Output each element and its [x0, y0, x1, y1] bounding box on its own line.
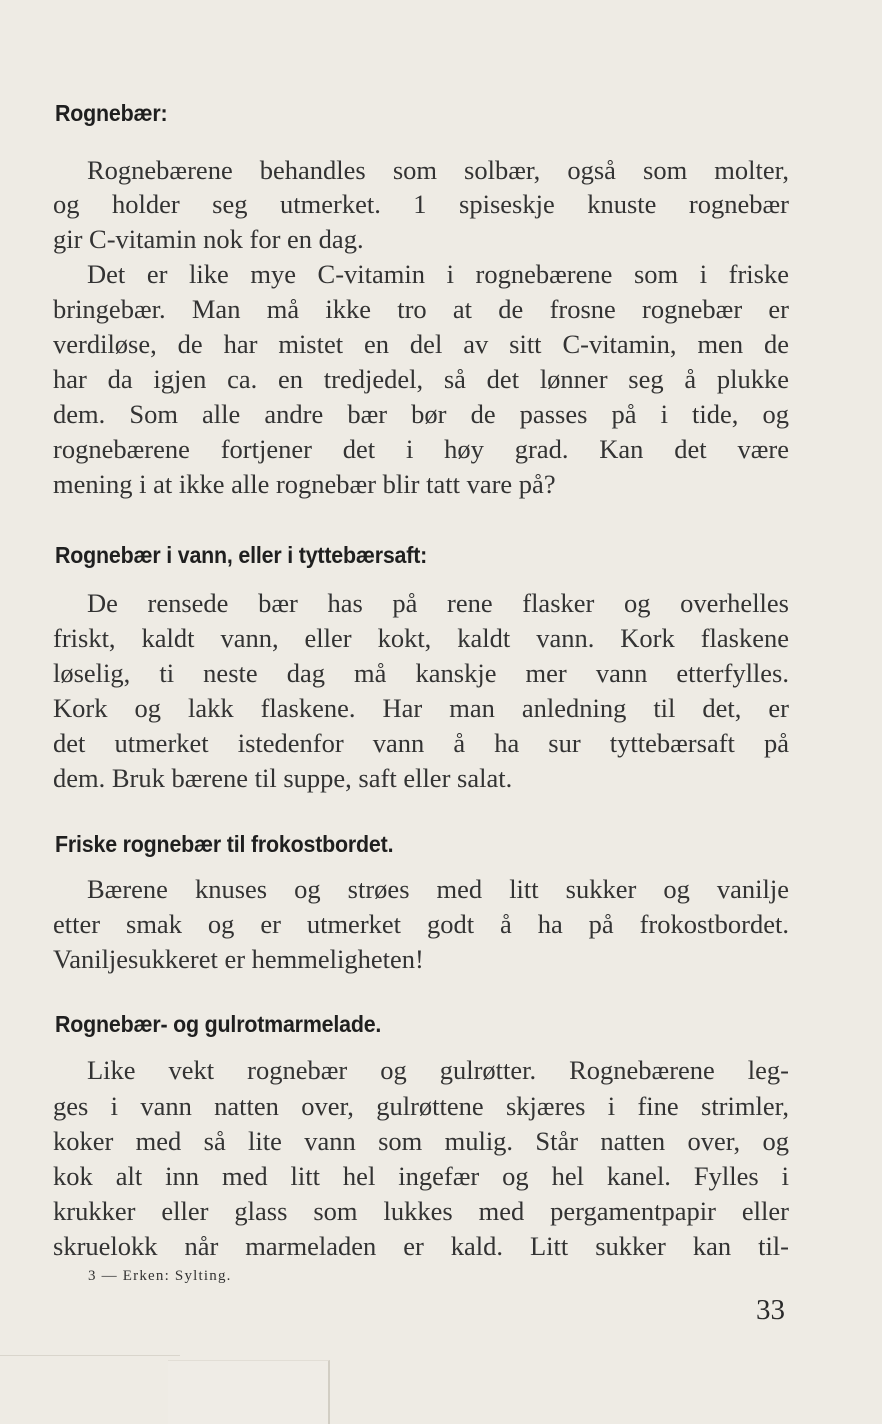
- paragraph-line: Vaniljesukkeret er hemmeligheten!: [53, 944, 424, 974]
- paragraph-line: friskt, kaldt vann, eller kokt, kaldt vann. Kork flaskene: [53, 623, 789, 653]
- paragraph-line: krukker eller glass som lukkes med pergamentpapir eller: [53, 1196, 789, 1226]
- page-edge: [168, 1360, 330, 1424]
- paragraph-line: De rensede bær has på rene flasker og overhelles: [87, 588, 789, 618]
- paragraph-line: dem. Som alle andre bær bør de passes på i tide, og: [53, 399, 789, 429]
- paragraph-line: Rognebærene behandles som solbær, også som molter,: [87, 155, 789, 185]
- section-heading-gulrotmarmelade: Rognebær- og gulrotmarmelade.: [55, 1011, 382, 1037]
- paragraph-line: koker med så lite vann som mulig. Står natten over, og: [53, 1126, 789, 1156]
- page-number: 33: [756, 1294, 785, 1326]
- paragraph-line: mening i at ikke alle rognebær blir tatt vare på?: [53, 469, 556, 499]
- paragraph-line: løselig, ti neste dag må kanskje mer vann etterfylles.: [53, 658, 789, 688]
- paragraph-line: og holder seg utmerket. 1 spiseskje knuste rognebær: [53, 189, 789, 219]
- footnote: 3 — Erken: Sylting.: [88, 1268, 232, 1284]
- paragraph-line: Kork og lakk flaskene. Har man anledning til det, er: [53, 693, 789, 723]
- paragraph-line: etter smak og er utmerket godt å ha på frokostbordet.: [53, 909, 789, 939]
- paragraph-line: skruelokk når marmeladen er kald. Litt sukker kan til-: [53, 1231, 789, 1261]
- section-heading-friske-rognebaer: Friske rognebær til frokostbordet.: [55, 831, 394, 857]
- section-heading-rognebaer: Rognebær:: [55, 100, 168, 126]
- paragraph-line: gir C-vitamin nok for en dag.: [53, 224, 364, 254]
- section-heading-rognebaer-i-vann: Rognebær i vann, eller i tyttebærsaft:: [55, 542, 428, 568]
- paragraph-line: Bærene knuses og strøes med litt sukker og vanilje: [87, 874, 789, 904]
- paragraph-line: kok alt inn med litt hel ingefær og hel kanel. Fylles i: [53, 1161, 789, 1191]
- paragraph-line: Det er like mye C-vitamin i rognebærene som i friske: [87, 259, 789, 289]
- paragraph-line: ges i vann natten over, gulrøttene skjæres i fine strimler,: [53, 1091, 789, 1121]
- paragraph-line: verdiløse, de har mistet en del av sitt C-vitamin, men de: [53, 329, 789, 359]
- paragraph-line: har da igjen ca. en tredjedel, så det lønner seg å plukke: [53, 364, 789, 394]
- paragraph-line: bringebær. Man må ikke tro at de frosne rognebær er: [53, 294, 789, 324]
- paragraph-line: det utmerket istedenfor vann å ha sur tyttebærsaft på: [53, 728, 789, 758]
- paragraph-line: Like vekt rognebær og gulrøtter. Rognebærene leg-: [87, 1055, 789, 1085]
- paragraph-line: dem. Bruk bærene til suppe, saft eller salat.: [53, 763, 513, 793]
- bottom-divider: [0, 1355, 180, 1356]
- paragraph-line: rognebærene fortjener det i høy grad. Kan det være: [53, 434, 789, 464]
